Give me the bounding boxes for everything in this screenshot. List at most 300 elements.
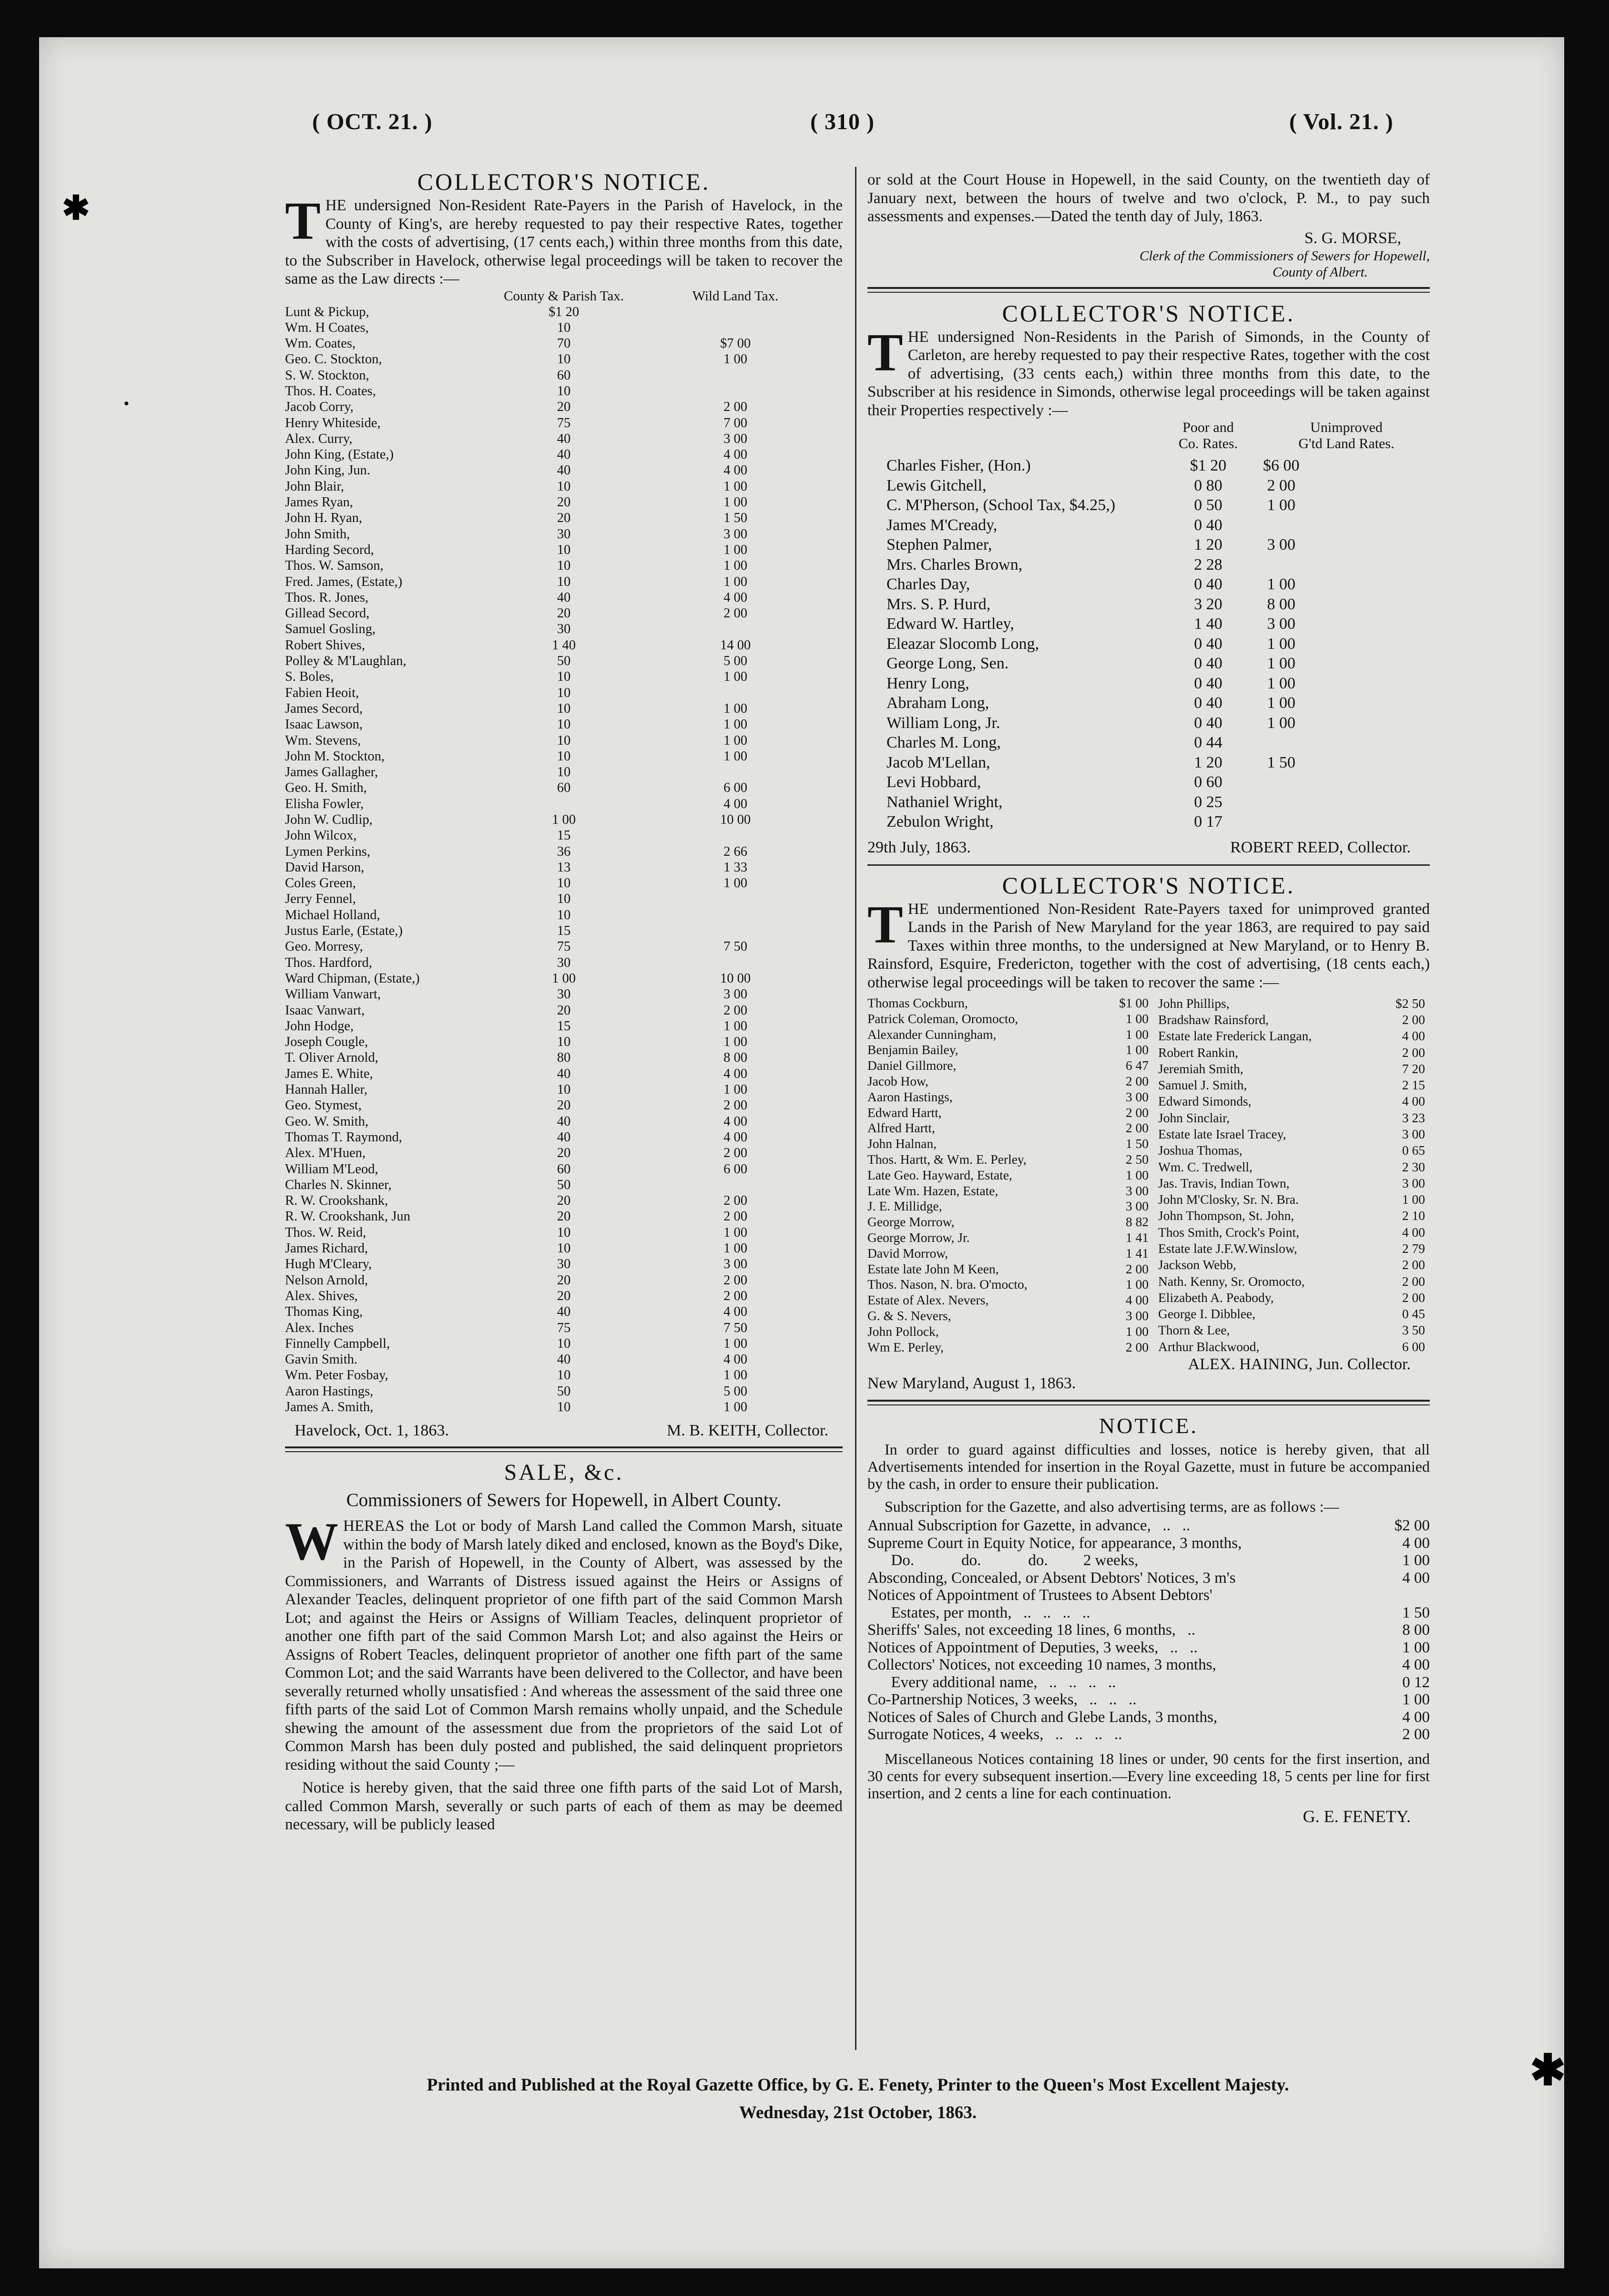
new-maryland-row-cell: Nath. Kenny, Sr. Oromocto, [1158, 1273, 1305, 1289]
havelock-tax-row [285, 431, 843, 447]
havelock-tax-row-cell: 10 [557, 876, 571, 891]
havelock-tax-row [285, 1177, 843, 1193]
havelock-tax-row [285, 875, 843, 891]
new-maryland-row [867, 1011, 1149, 1027]
havelock-tax-row-cell: 50 [557, 654, 571, 669]
place-date: New Maryland, August 1, 1863. [867, 1374, 1076, 1393]
advertising-rate-row-cell: Notices of Sales of Church and Glebe Lands, 3 months, [867, 1708, 1218, 1726]
new-maryland-row [867, 1168, 1149, 1183]
new-maryland-row [867, 1136, 1149, 1152]
sale-signer-county: County of Albert. [1272, 264, 1368, 280]
new-maryland-row-cell: Thos Smith, Crock's Point, [1158, 1224, 1300, 1240]
simonds-rate-row-cell: $6 00 [1263, 457, 1300, 474]
havelock-tax-row-cell: 30 [557, 622, 571, 637]
havelock-tax-row [285, 590, 843, 605]
new-maryland-row [1158, 1240, 1425, 1257]
havelock-tax-row [285, 939, 843, 954]
new-maryland-row-cell: John Thompson, St. John, [1158, 1208, 1294, 1223]
havelock-tax-row-cell: 1 00 [552, 812, 576, 827]
new-maryland-row-cell: Thos. Hartt, & Wm. E. Perley, [867, 1151, 1027, 1167]
new-maryland-row-cell: 8 82 [1125, 1214, 1149, 1230]
new-maryland-row-cell: 2 00 [1402, 1257, 1425, 1272]
simonds-rate-row-cell: 0 40 [1194, 635, 1222, 653]
new-maryland-row [1158, 1061, 1425, 1077]
simonds-rate-row-cell: 0 40 [1194, 655, 1222, 672]
havelock-tax-row [285, 621, 843, 637]
simonds-rate-row-cell: 0 40 [1194, 516, 1222, 534]
havelock-tax-row-cell [628, 685, 843, 701]
havelock-tax-row-cell: 1 00 [723, 542, 747, 557]
drop-cap: W [285, 1512, 338, 1572]
havelock-tax-row-cell: 30 [557, 987, 571, 1002]
havelock-tax-row-cell: Wm. H Coates, [285, 320, 369, 335]
havelock-tax-row-cell: Thos. R. Jones, [285, 590, 368, 605]
notice-title: COLLECTOR'S NOTICE. [1002, 871, 1295, 899]
advertising-rate-row [867, 1604, 1430, 1622]
advertising-rate-row [867, 1569, 1430, 1587]
havelock-tax-row-cell: 1 00 [723, 495, 747, 510]
notice-intro [867, 895, 1430, 992]
havelock-tax-row-cell: Thos. H. Coates, [285, 383, 376, 399]
havelock-tax-row-cell: 6 00 [723, 1161, 747, 1177]
notice-signature-line [867, 839, 1430, 857]
new-maryland-row-cell: Samuel J. Smith, [1158, 1077, 1247, 1093]
new-maryland-row-cell: 1 00 [1402, 1192, 1425, 1207]
advertising-rate-row [867, 1674, 1430, 1691]
havelock-tax-row-cell: 10 [557, 1035, 571, 1050]
notice-title: COLLECTOR'S NOTICE. [417, 168, 711, 195]
simonds-rate-row-cell: 1 00 [1267, 674, 1295, 692]
advertising-rate-row-cell: Collectors' Notices, not exceeding 10 names, 3 months, [867, 1656, 1216, 1674]
new-maryland-row-cell: Robert Rankin, [1158, 1045, 1239, 1060]
havelock-tax-row-cell: 10 [557, 1082, 571, 1097]
simonds-rate-row-cell: 1 00 [1267, 714, 1295, 732]
sale-paragraph-2: Notice is hereby given, that the said three one fifth parts of the said Lot of Marsh, called Common Marsh, severally or such parts of each of them as may be deemed necessary, will be publicly leased [285, 1779, 843, 1834]
section-rule [285, 1446, 843, 1452]
havelock-tax-row-cell: 4 00 [723, 590, 747, 605]
advertising-rate-row [867, 1639, 1430, 1657]
havelock-tax-row [285, 1320, 843, 1336]
havelock-tax-row [285, 1367, 843, 1383]
new-maryland-row-cell: 1 00 [1125, 1277, 1149, 1292]
havelock-tax-row-cell: 10 [557, 383, 571, 399]
intro-text: HE undersigned Non-Residents in the Parish of Simonds, in the County of Carleton, are hereby requested to pay their respective Rates, together with the cost of advertising, (33 cents each,) within three months from this date, to the Subscriber at his residence in Simonds, otherwise legal proceedings will be taken against their Properties respectively :— [867, 328, 1430, 419]
new-maryland-row-cell: 3 23 [1402, 1110, 1425, 1125]
havelock-tax-row-cell: 4 00 [723, 447, 747, 462]
havelock-tax-row-cell: Gillead Secord, [285, 606, 370, 621]
new-maryland-row-cell: Aaron Hastings, [867, 1089, 953, 1104]
simonds-rate-row-cell: Eleazar Slocomb Long, [886, 635, 1039, 653]
new-maryland-row [867, 1042, 1149, 1058]
havelock-tax-row-cell: 15 [557, 828, 571, 843]
new-maryland-row [867, 1292, 1149, 1308]
new-maryland-row [1158, 1159, 1425, 1175]
havelock-tax-row-cell: Aaron Hastings, [285, 1384, 374, 1399]
havelock-tax-row [285, 955, 843, 971]
sale-signer-title: Clerk of the Commissioners of Sewers for Hopewell, [1140, 248, 1430, 264]
havelock-tax-row-cell: Elisha Fowler, [285, 796, 364, 811]
havelock-tax-row-cell: 1 00 [723, 733, 747, 748]
simonds-rate-row [886, 495, 1300, 515]
havelock-tax-row [285, 1097, 843, 1113]
havelock-tax-row-cell: 10 [557, 1241, 571, 1256]
simonds-rate-row [886, 772, 1300, 792]
havelock-tax-row-cell: 1 00 [723, 574, 747, 589]
simonds-rate-row-cell: 0 60 [1194, 773, 1222, 791]
advertising-rate-row [867, 1587, 1430, 1604]
havelock-tax-row-cell: 1 00 [723, 1225, 747, 1240]
havelock-tax-row-cell: David Harson, [285, 860, 365, 875]
new-maryland-row [867, 1308, 1149, 1324]
havelock-tax-row [285, 1018, 843, 1034]
havelock-tax-row-cell: Justus Earle, (Estate,) [285, 923, 403, 939]
new-maryland-row [867, 1199, 1149, 1214]
simonds-rate-row-cell: 0 40 [1194, 674, 1222, 692]
havelock-tax-row-cell: Lymen Perkins, [285, 844, 370, 859]
havelock-tax-row-cell: 7 00 [723, 415, 747, 430]
havelock-tax-row-cell: 3 00 [723, 431, 747, 446]
new-maryland-row-cell: 2 50 [1125, 1151, 1149, 1167]
simonds-rate-row-cell: 3 00 [1267, 615, 1295, 633]
havelock-tax-row-cell: 1 00 [723, 748, 747, 764]
simonds-rate-row-cell: 2 00 [1267, 476, 1295, 494]
havelock-tax-row-cell: 20 [557, 1272, 571, 1288]
ink-blot: • [124, 396, 129, 411]
new-maryland-row-cell: 2 00 [1402, 1012, 1425, 1027]
advertising-rate-row-cell: Co-Partnership Notices, 3 weeks, .. .. .. [867, 1691, 1137, 1709]
sale-signer: S. G. MORSE, [1304, 229, 1401, 247]
havelock-tax-row-cell: 2 00 [723, 606, 747, 621]
havelock-tax-row-cell [628, 891, 843, 907]
havelock-tax-row-cell: Ward Chipman, (Estate,) [285, 971, 420, 986]
havelock-tax-row-cell: $1 20 [548, 304, 580, 319]
havelock-tax-row-cell: 10 [557, 1368, 571, 1383]
new-maryland-row-cell: Edward Simonds, [1158, 1094, 1252, 1109]
havelock-tax-row-cell: John King, (Estate,) [285, 447, 394, 462]
section-rule [867, 1400, 1430, 1405]
simonds-rate-row-cell: Jacob M'Lellan, [886, 753, 990, 771]
havelock-tax-row [285, 1272, 843, 1288]
havelock-tax-row-cell [628, 907, 843, 923]
new-maryland-row-cell: John Sinclair, [1158, 1110, 1230, 1125]
advertising-rate-row [867, 1535, 1430, 1552]
new-maryland-row [867, 1152, 1149, 1168]
havelock-tax-row [285, 860, 843, 875]
simonds-collector-notice [867, 298, 1430, 857]
new-maryland-row-cell: Wm E. Perley, [867, 1339, 944, 1354]
advertising-rate-row-cell: Sheriffs' Sales, not exceeding 18 lines, 6 months, .. [867, 1621, 1196, 1639]
havelock-tax-row [285, 399, 843, 415]
havelock-tax-row-cell: 60 [557, 1161, 571, 1177]
havelock-tax-row [285, 462, 843, 478]
new-maryland-row [1158, 1094, 1425, 1110]
havelock-tax-row-cell: 20 [557, 511, 571, 526]
havelock-tax-row-cell: 1 00 [723, 352, 747, 367]
new-maryland-row-cell: David Morrow, [867, 1245, 948, 1261]
havelock-tax-row-cell: R. W. Crookshank, [285, 1193, 388, 1209]
havelock-tax-row-cell: 40 [557, 1114, 571, 1129]
havelock-tax-row-cell: 5 00 [723, 1384, 747, 1399]
new-maryland-row-cell: 1 50 [1125, 1136, 1149, 1151]
new-maryland-row-cell: Late Geo. Hayward, Estate, [867, 1167, 1012, 1182]
simonds-rate-row-cell: Charles Day, [886, 575, 970, 593]
new-maryland-row-cell: 2 00 [1402, 1273, 1425, 1289]
simonds-rate-row-cell: 3 20 [1194, 595, 1222, 613]
havelock-tax-row [285, 1352, 843, 1367]
havelock-tax-row-cell [628, 368, 843, 383]
new-maryland-row-cell: 2 00 [1125, 1073, 1149, 1088]
new-maryland-row [1158, 1224, 1425, 1240]
havelock-tax-row-cell: Alex. M'Huen, [285, 1146, 366, 1161]
simonds-rate-row-cell: 1 00 [1267, 635, 1295, 653]
simonds-rate-row [886, 792, 1300, 812]
notice-title: COLLECTOR'S NOTICE. [1002, 299, 1295, 327]
havelock-tax-row [285, 510, 843, 526]
havelock-tax-row-cell: 30 [557, 1257, 571, 1272]
new-maryland-row-cell: 3 00 [1125, 1183, 1149, 1198]
simonds-rate-row-cell: 3 00 [1267, 536, 1295, 554]
havelock-tax-row [285, 336, 843, 351]
havelock-tax-row-cell: 10 [557, 733, 571, 748]
havelock-tax-row-cell: 1 00 [723, 558, 747, 574]
advertising-rate-row-cell: Supreme Court in Equity Notice, for appearance, 3 months, [867, 1534, 1242, 1552]
havelock-tax-row [285, 526, 843, 542]
havelock-tax-row-cell: 10 [557, 685, 571, 700]
havelock-tax-row-cell: 60 [557, 780, 571, 796]
havelock-tax-row-cell: John Blair, [285, 479, 344, 494]
havelock-tax-row-cell [628, 1177, 843, 1193]
havelock-tax-row [285, 1399, 843, 1415]
havelock-tax-row-cell: Robert Shives, [285, 637, 365, 653]
simonds-rate-row-cell: 1 20 [1194, 753, 1222, 771]
havelock-tax-row-cell: 2 00 [723, 1209, 747, 1224]
havelock-tax-row-cell: 1 00 [723, 876, 747, 891]
new-maryland-row-cell: 1 41 [1125, 1230, 1149, 1245]
havelock-tax-row-cell: $7 00 [720, 336, 751, 351]
havelock-tax-row [285, 494, 843, 510]
notice-date: 29th July, 1863. [867, 838, 971, 856]
havelock-tax-row-cell: 1 33 [723, 860, 747, 875]
havelock-tax-row [285, 1225, 843, 1240]
simonds-rate-row-cell: Charles M. Long, [886, 734, 1001, 751]
havelock-tax-row-cell: Coles Green, [285, 876, 356, 891]
new-maryland-row [1158, 1143, 1425, 1159]
simonds-rate-row [886, 594, 1300, 615]
havelock-tax-row-cell: R. W. Crookshank, Jun [285, 1209, 410, 1224]
havelock-tax-row [285, 923, 843, 939]
col-poor-rates-sub: Co. Rates. [1178, 436, 1238, 451]
new-maryland-row [867, 1340, 1149, 1355]
havelock-tax-row [285, 479, 843, 494]
new-maryland-row-cell: Patrick Coleman, Oromocto, [867, 1011, 1018, 1026]
havelock-tax-row-cell: S. Boles, [285, 669, 334, 685]
simonds-rate-row-cell: George Long, Sen. [886, 655, 1009, 672]
simonds-rate-row-cell: 0 80 [1194, 476, 1222, 494]
havelock-tax-row [285, 574, 843, 590]
havelock-tax-row-cell: 40 [557, 1304, 571, 1320]
new-maryland-row-cell: Thomas Cockburn, [867, 995, 968, 1010]
havelock-tax-row-cell: 20 [557, 1003, 571, 1018]
havelock-tax-row-cell: 20 [557, 1209, 571, 1224]
simonds-rate-row-cell: James M'Cready, [886, 516, 998, 534]
new-maryland-row-cell: Alexander Cunningham, [867, 1026, 997, 1042]
havelock-tax-row [285, 1066, 843, 1082]
havelock-tax-row-cell: Joseph Cougle, [285, 1035, 368, 1050]
havelock-tax-row-cell: 2 00 [723, 1146, 747, 1161]
new-maryland-row-cell: 1 00 [1125, 1042, 1149, 1057]
havelock-tax-row-cell: 10 [557, 907, 571, 922]
new-maryland-row-cell: 3 00 [1402, 1126, 1425, 1141]
simonds-rate-row-cell: 0 50 [1194, 496, 1222, 514]
havelock-tax-row [285, 1114, 843, 1129]
rates-column-headers [867, 420, 1430, 452]
havelock-tax-row-cell: 14 00 [720, 637, 751, 653]
advertising-rate-row [867, 1517, 1430, 1535]
simonds-rate-row-cell: 0 40 [1194, 575, 1222, 593]
havelock-tax-row-cell: 20 [557, 1288, 571, 1303]
new-maryland-row [867, 1074, 1149, 1089]
havelock-tax-row-cell: James Secord, [285, 701, 363, 716]
havelock-tax-row-cell: Finnelly Campbell, [285, 1336, 390, 1351]
havelock-tax-row-cell: 10 [557, 1399, 571, 1414]
havelock-tax-row-cell: James E. White, [285, 1066, 373, 1081]
simonds-rate-row-cell: 0 17 [1194, 813, 1222, 830]
new-maryland-row-cell: 2 00 [1402, 1045, 1425, 1060]
simonds-rate-row-cell: 1 50 [1267, 753, 1295, 771]
havelock-tax-row-cell: 1 40 [552, 637, 576, 653]
simonds-rate-row-cell [1263, 733, 1300, 753]
new-maryland-row [1158, 1126, 1425, 1142]
havelock-tax-row-cell: 10 [557, 542, 571, 557]
new-maryland-row [867, 1277, 1149, 1292]
havelock-tax-row-cell: 50 [557, 1384, 571, 1399]
simonds-rate-row-cell: 1 00 [1267, 655, 1295, 672]
simonds-rate-row [886, 456, 1300, 476]
havelock-tax-row [285, 368, 843, 383]
simonds-rate-row-cell: Zebulon Wright, [886, 813, 994, 830]
advertising-rate-row [867, 1552, 1430, 1569]
havelock-tax-row-cell [628, 383, 843, 399]
ink-blot: ✱ [1530, 2047, 1566, 2094]
havelock-tax-row-cell: 20 [557, 495, 571, 510]
havelock-tax-row-cell: 60 [557, 368, 571, 383]
sale-title: SALE, &c. [504, 1460, 624, 1486]
column-divider [855, 167, 856, 2050]
advertising-rates-table [867, 1517, 1430, 1743]
simonds-rate-row [886, 555, 1300, 575]
havelock-tax-row [285, 1145, 843, 1161]
havelock-tax-row [285, 415, 843, 431]
notice-para1: In order to guard against difficulties and losses, notice is hereby given, that all Advertisements intended for insertion in the Royal Gazette, must in future be accompanied by the cash, in order to ensure their publication. [867, 1441, 1430, 1493]
new-maryland-row-cell: 2 00 [1125, 1105, 1149, 1120]
havelock-tax-row-cell: 1 00 [723, 701, 747, 716]
new-maryland-row-cell: Late Wm. Hazen, Estate, [867, 1183, 998, 1198]
new-maryland-row-cell: Jacob How, [867, 1073, 929, 1088]
new-maryland-row-cell: Benjamin Bailey, [867, 1042, 958, 1057]
havelock-tax-row-cell: 10 [557, 765, 571, 780]
havelock-tax-row-cell: 13 [557, 860, 571, 875]
havelock-tax-row [285, 986, 843, 1002]
havelock-tax-row-cell: 2 00 [723, 1193, 747, 1209]
havelock-tax-row [285, 844, 843, 860]
new-maryland-row-cell: Thos. Nason, N. bra. O'mocto, [867, 1277, 1028, 1292]
havelock-tax-row-cell: Geo. H. Smith, [285, 780, 367, 796]
drop-cap: T [285, 192, 321, 251]
havelock-tax-row-cell: Wm. Peter Fosbay, [285, 1368, 388, 1383]
sale-text: HEREAS the Lot or body of Marsh Land called the Common Marsh, situate within the body of Marsh lately diked and enclosed, known as the Boyd's Dike, in the Parish of Hopewell, in the County of Albert, was assessed by the Commissioners, and Warrants of Distress issued against the Heirs or Assigns of Alexander Teacles, delinquent proprietor of one fifth part of the said Common Marsh Lot; and against the Heirs or Assigns of William Teacles, delinquent proprietor of another one fifth part of the said Common Marsh Lot; and also against the Heirs or Assigns of Robert Teacles, delinquent proprietor of another one fifth part of the same Common Lot; and the said Warrants have been delivered to the Collector, and have been severally returned wholly unsatisfied : And whereas the assessment of the said three one fifth parts of the said Lot of Common Marsh remains wholly unpaid, and the Schedule shewing the amount of the assessment due from the proprietors of the said Lot of Common Marsh has been duly posted and published, the said delinquent proprietors residing without the said County ;— [285, 1517, 843, 1773]
havelock-tax-row-cell: Charles N. Skinner, [285, 1177, 392, 1192]
simonds-rate-row-cell: Stephen Palmer, [886, 536, 992, 554]
simonds-rate-row-cell: Mrs. Charles Brown, [886, 555, 1023, 574]
havelock-tax-row-cell: 1 00 [723, 479, 747, 494]
new-maryland-row-cell: Thorn & Lee, [1158, 1322, 1230, 1338]
new-maryland-row [1158, 1273, 1425, 1290]
new-maryland-row-cell: Jeremiah Smith, [1158, 1061, 1243, 1076]
advertising-rate-row-cell: 4 00 [1402, 1708, 1430, 1726]
header-date: ( OCT. 21. ) [312, 109, 433, 134]
new-maryland-row-cell: 1 41 [1125, 1245, 1149, 1261]
simonds-rate-row [886, 535, 1300, 555]
new-maryland-row [867, 995, 1149, 1011]
havelock-tax-row [285, 1129, 843, 1145]
simonds-rate-row [886, 674, 1300, 694]
new-maryland-row-cell: George Morrow, [867, 1214, 955, 1230]
havelock-tax-row-cell: James Richard, [285, 1241, 368, 1256]
havelock-tax-row-cell: 15 [557, 923, 571, 939]
new-maryland-row-cell: Jackson Webb, [1158, 1257, 1236, 1272]
havelock-tax-row [285, 1193, 843, 1209]
notice-intro [285, 192, 843, 288]
havelock-tax-row-cell [628, 621, 843, 637]
simonds-rate-row-cell: 0 40 [1194, 714, 1222, 732]
page-footer [286, 2071, 1430, 2127]
new-maryland-row-cell: Estate of Alex. Nevers, [867, 1292, 989, 1308]
place-date: Havelock, Oct. 1, 1863. [295, 1422, 449, 1440]
havelock-tax-row-cell: 20 [557, 1146, 571, 1161]
havelock-tax-row-cell: 10 [557, 352, 571, 367]
new-maryland-row-cell: Estate late Frederick Langan, [1158, 1028, 1312, 1044]
simonds-rates-table [886, 456, 1300, 832]
havelock-tax-row-cell: 4 00 [723, 463, 747, 478]
havelock-tax-row-cell [628, 764, 843, 780]
havelock-tax-row-cell: 2 00 [723, 400, 747, 415]
havelock-tax-row-cell: 40 [557, 1352, 571, 1367]
col-unimproved: Unimproved [1310, 420, 1383, 435]
collector-signature: M. B. KEITH, Collector. [666, 1422, 828, 1440]
havelock-tax-row-cell [628, 923, 843, 939]
new-maryland-row [1158, 1290, 1425, 1306]
advertising-rate-row-cell: Absconding, Concealed, or Absent Debtors' Notices, 3 m's [867, 1569, 1236, 1587]
havelock-tax-row-cell: 40 [557, 463, 571, 478]
new-maryland-row-cell: John M'Closky, Sr. N. Bra. [1158, 1192, 1299, 1207]
simonds-rate-row-cell: 1 00 [1267, 496, 1295, 514]
taxpayer-list-right [1158, 995, 1425, 1355]
new-maryland-row-cell: 4 00 [1402, 1224, 1425, 1240]
havelock-tax-row [285, 1003, 843, 1018]
advertising-rate-row [867, 1709, 1430, 1726]
advertising-rate-row-cell: $2 00 [1394, 1517, 1430, 1535]
new-maryland-row-cell: 0 45 [1402, 1306, 1425, 1322]
havelock-tax-row [285, 653, 843, 669]
havelock-tax-row-cell: 1 00 [723, 1035, 747, 1050]
new-maryland-row [1158, 1077, 1425, 1093]
havelock-tax-row-cell: John King, Jun. [285, 463, 370, 478]
new-maryland-row-cell: Estate late J.F.W.Winslow, [1158, 1240, 1297, 1256]
advertising-rate-row-cell: 1 00 [1402, 1552, 1430, 1569]
havelock-tax-row [285, 796, 843, 812]
new-maryland-row-cell: George I. Dibblee, [1158, 1306, 1256, 1322]
advertising-rate-row-cell: Do. do. do. 2 weeks, [867, 1552, 1139, 1569]
